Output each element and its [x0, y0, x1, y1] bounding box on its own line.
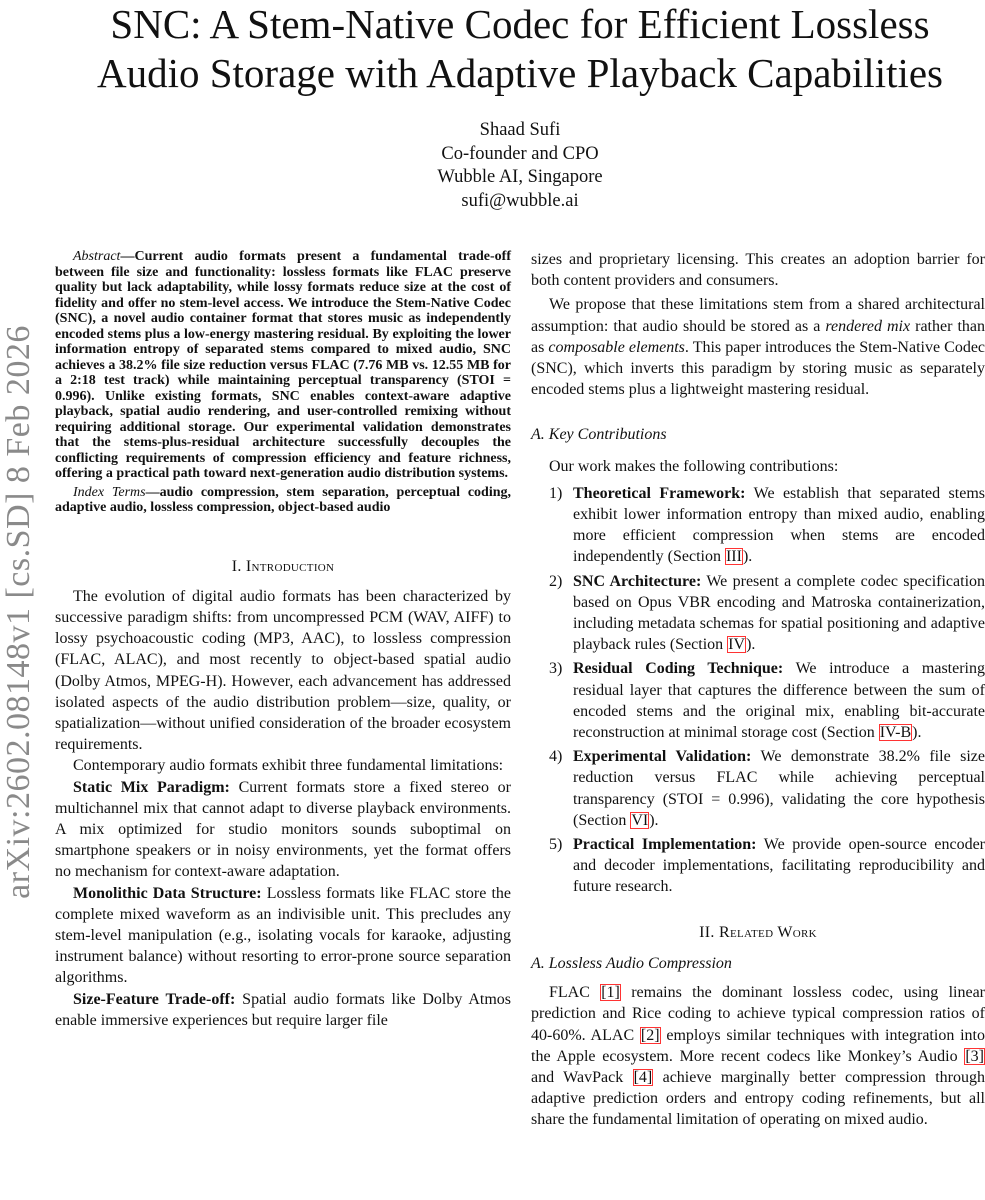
contribution-number: 2) [549, 572, 563, 590]
author-role: Co-founder and CPO [441, 143, 599, 164]
index-terms-text: —audio compression, stem separation, perceptual coding, adaptive audio, lossless compression, object-based audio [55, 484, 512, 515]
intro-paragraph-monolithic [55, 883, 511, 989]
index-terms-label: Index Terms [73, 484, 146, 500]
subsection-key-contributions: A. Key Contributions [531, 426, 667, 444]
author-email: sufi@wubble.ai [461, 190, 579, 211]
author-block [40, 119, 985, 213]
related-text: employs similar techniques with integration into the Apple ecosystem. More recent codecs like Monkey’s Audio [531, 1026, 985, 1065]
section-heading-related-work: II. Related Work [699, 923, 817, 941]
abstract [55, 249, 511, 482]
contribution-number: 4) [549, 748, 563, 766]
contribution-text: We introduce a mastering residual layer that captures the difference between the sum of encoded stems and the original mix, enabling bit-accurate reconstruction at minimal storage cost (Section [573, 660, 985, 742]
contribution-item [531, 834, 985, 898]
contribution-label: SNC Architecture: [573, 572, 702, 590]
right-column [531, 249, 985, 1131]
static-mix-text: Current formats store a fixed stereo or multichannel mix that cannot adapt to diverse playback environments. A mix optimized for studio monitors sounds suboptimal on smartphone speakers or in noisy environments, yet the format offers no mechanism for context-aware adaptation. [55, 778, 512, 881]
contributions-intro: Our work makes the following contributions: [549, 457, 839, 475]
index-terms [55, 485, 511, 516]
contribution-text: We demonstrate 38.2% file size reduction versus FLAC while achieving perceptual transparency (STOI = 0.996), validating the core hypothesis (Section [573, 748, 985, 829]
section-ref-link[interactable]: IV [728, 636, 746, 654]
citation-link[interactable]: [3] [965, 1047, 984, 1065]
paper-title [40, 0, 985, 98]
contribution-item [531, 571, 985, 656]
contributions-list [531, 483, 985, 898]
section-ref-link[interactable]: IV-B [879, 724, 912, 742]
monolithic-text: Lossless formats like FLAC store the complete mixed waveform as an indivisible unit. This precludes any stem-level manipulation (e.g., isolating vocals for karaoke, adjusting instrument balance) without resorting to error-prone source separation algorithms. [55, 884, 512, 987]
title-line-2: Audio Storage with Adaptive Playback Capabilities [96, 50, 944, 96]
section-heading-introduction: I. Introduction [231, 557, 335, 575]
arxiv-identifier: arXiv:2602.08148v1 [cs.SD] 8 Feb 2026 [0, 325, 37, 899]
contribution-number: 1) [549, 484, 563, 502]
intro-paragraph-size-feature [55, 989, 511, 1031]
proposal-emph-rendered-mix: rendered mix [825, 317, 911, 335]
title-line-1: SNC: A Stem-Native Codec for Efficient Lossless [110, 1, 930, 47]
citation-link[interactable]: [2] [640, 1026, 660, 1044]
related-text: remains the dominant lossless codec, using linear prediction and Rice coding to achieve typical compression ratios of 40-60%. ALAC [531, 984, 985, 1044]
monolithic-label: Monolithic Data Structure: [73, 884, 262, 902]
proposal-text-a: We propose that these limitations stem from a shared architectural assumption: that audio should be stored as a [531, 296, 985, 335]
proposal-emph-composable: composable elements [548, 338, 685, 356]
contribution-text-end: ). [649, 811, 659, 829]
contribution-text-end: ). [912, 724, 922, 742]
intro-paragraph-1: The evolution of digital audio formats has been characterized by successive paradigm shifts: from uncompressed PCM (WAV, AIFF) to lossy psychoacoustic coding (MP3, AAC), to lossless compression (FLAC, ALAC), and most recently to object-based spatial audio (Dolby Atmos, MPEG-H). However, each advancement has addressed isolated aspects of the audio distribution problem—size, quality, or spatialization—without unified consideration of the broader ecosystem requirements. [55, 587, 511, 754]
proposal-text-b: rather than as [531, 317, 985, 356]
size-feature-text: Spatial audio formats like Dolby Atmos enable immersive experiences but require larger file [55, 990, 512, 1029]
intro-paragraph-static-mix [55, 777, 511, 883]
contribution-text-end: ). [742, 548, 753, 566]
contribution-text: We provide open-source encoder and decoder implementations, facilitating reproducibility and future research. [573, 836, 985, 896]
contribution-label: Experimental Validation: [573, 748, 752, 766]
author-name: Shaad Sufi [479, 120, 561, 140]
related-text: achieve marginally better compression through adaptive prediction orders and entropy coding refinements, but all share the fundamental limitation of operating on mixed audio. [531, 1068, 985, 1129]
contribution-label: Practical Implementation: [573, 836, 757, 854]
section-ref-link[interactable]: III [725, 548, 742, 566]
contribution-item [531, 483, 985, 568]
contribution-number: 3) [549, 660, 563, 678]
subsection-lossless-audio: A. Lossless Audio Compression [531, 954, 732, 972]
arxiv-sidebar [0, 0, 38, 1200]
proposal-text-c: . This paper introduces the Stem-Native Codec (SNC), which inverts this paradigm by storing music as separately encoded stems plus a lightweight mastering residual. [531, 338, 985, 399]
static-mix-label: Static Mix Paradigm: [73, 778, 230, 796]
paragraph-continued: sizes and proprietary licensing. This creates an adoption barrier for both content providers and consumers. [531, 251, 985, 290]
abstract-label: Abstract [73, 249, 121, 264]
abstract-text: —Current audio formats present a fundamental trade-off between file size and functionality: lossless formats like FLAC preserve quality but lack adaptability, while lossy formats reduce size at the cost of fidelity and offer no stem-level access. We introduce the Stem-Native Codec (SNC), a novel audio container format that stores music as independently encoded stems plus a low-energy mastering residual. By exploiting the lower information entropy of separated stems compared to mixed audio, SNC achieves a 38.2% file size reduction versus FLAC (7.76 MB vs. 12.55 MB for a 2:18 test track) while maintaining perceptual transparency (STOI = 0.996). Unlike existing formats, SNC enables context-aware adaptive playback, spatial audio rendering, and user-controlled remixing without requiring additional storage. Our experimental validation demonstrates that the stems-plus-residual architecture successfully decouples the conflicting requirements of compression efficiency and feature richness, offering a practical path toward next-generation audio distribution systems. [55, 249, 511, 481]
related-work-paragraph [531, 982, 985, 1130]
related-text: FLAC [549, 984, 601, 1002]
contribution-number: 5) [549, 836, 563, 854]
contribution-label: Theoretical Framework: [573, 484, 746, 502]
citation-link[interactable]: [1] [601, 984, 620, 1002]
related-text: and WavPack [531, 1068, 633, 1086]
left-column [55, 249, 511, 1031]
contribution-text: We establish that separated stems exhibit lower information entropy than mixed audio, enabling more efficient compression when stems are encoded independently (Section [573, 484, 985, 566]
paragraph-proposal [531, 294, 985, 400]
size-feature-label: Size-Feature Trade-off: [73, 990, 236, 1008]
section-ref-link[interactable]: VI [631, 811, 649, 829]
contribution-item [531, 746, 985, 831]
contribution-label: Residual Coding Technique: [573, 660, 784, 678]
contribution-item [531, 658, 985, 743]
intro-paragraph-2: Contemporary audio formats exhibit three fundamental limitations: [73, 757, 504, 775]
contribution-text: We present a complete codec specification based on Opus VBR encoding and Matroska containerization, including metadata schemas for spatial positioning and adaptive playback rules (Section [573, 572, 985, 654]
citation-link[interactable]: [4] [633, 1068, 653, 1086]
author-affiliation: Wubble AI, Singapore [437, 167, 603, 187]
contribution-text-end: ). [746, 636, 756, 654]
